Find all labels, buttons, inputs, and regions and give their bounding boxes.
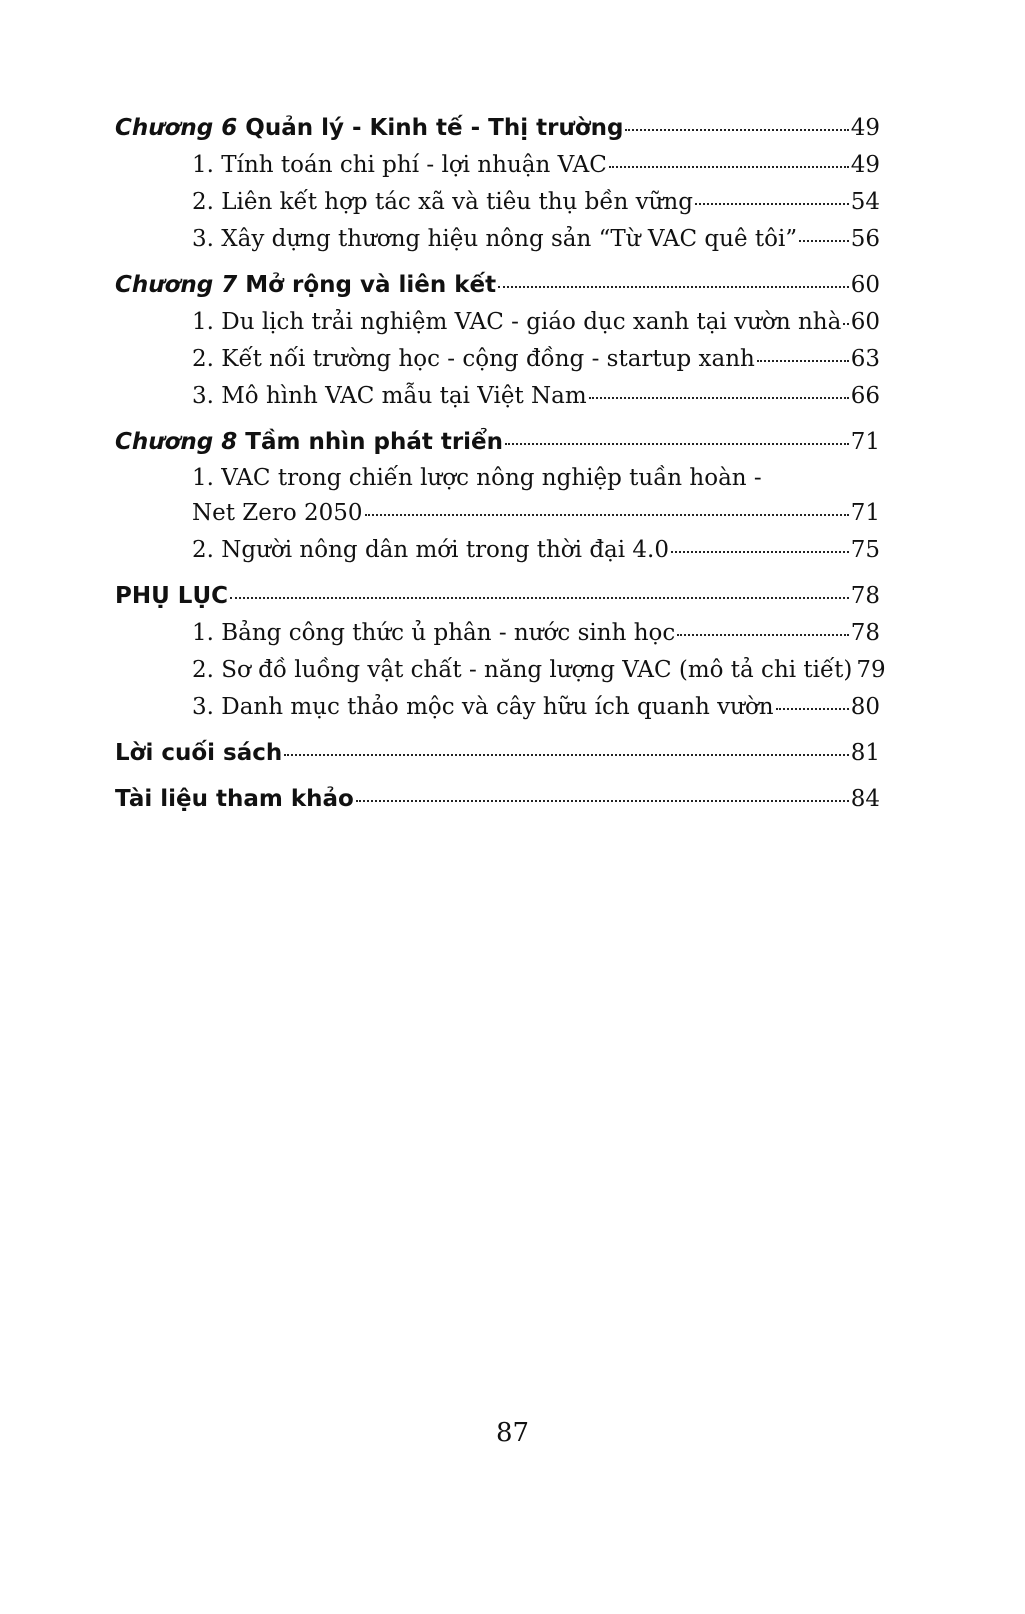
page-ref: 75 bbox=[850, 537, 880, 563]
toc-entry bbox=[115, 341, 880, 378]
page-ref: 49 bbox=[850, 152, 880, 178]
dot-leader bbox=[695, 203, 849, 205]
toc-heading-row bbox=[115, 578, 880, 615]
entry-title: 1. Tính toán chi phí - lợi nhuận VAC bbox=[192, 152, 607, 178]
dot-leader bbox=[365, 514, 849, 516]
toc-references bbox=[115, 781, 880, 818]
page-ref: 71 bbox=[850, 500, 880, 526]
toc-entry bbox=[115, 532, 880, 569]
chapter-title: Mở rộng và liên kết bbox=[245, 272, 497, 298]
toc-heading-row bbox=[115, 781, 880, 818]
table-of-contents bbox=[115, 110, 886, 827]
dot-leader bbox=[671, 551, 849, 553]
entry-title: 3. Mô hình VAC mẫu tại Việt Nam bbox=[192, 383, 587, 409]
toc-entry bbox=[115, 184, 880, 221]
toc-entry bbox=[115, 221, 880, 258]
toc-entry bbox=[115, 378, 880, 415]
toc-heading: Tài liệu tham khảo bbox=[115, 786, 354, 812]
page-ref: 84 bbox=[850, 786, 880, 812]
entry-title: 2. Kết nối trường học - cộng đồng - startup xanh bbox=[192, 346, 755, 372]
page-ref: 78 bbox=[850, 620, 880, 646]
chapter-label: Chương 7 bbox=[115, 272, 238, 298]
toc-heading-row bbox=[115, 110, 880, 147]
entry-title: 2. Sơ đồ luồng vật chất - năng lượng VAC (mô tả chi tiết) bbox=[192, 657, 853, 683]
toc-chapter-6 bbox=[115, 110, 880, 258]
entry-title: 2. Liên kết hợp tác xã và tiêu thụ bền vững bbox=[192, 189, 693, 215]
page-ref: 71 bbox=[850, 429, 880, 455]
page-ref: 66 bbox=[850, 383, 880, 409]
page-ref: 56 bbox=[850, 226, 880, 252]
toc-appendix bbox=[115, 578, 886, 726]
page-ref: 49 bbox=[850, 115, 880, 141]
dot-leader bbox=[677, 634, 848, 636]
toc-chapter-8 bbox=[115, 424, 880, 569]
page-ref: 80 bbox=[850, 694, 880, 720]
page-ref: 79 bbox=[856, 657, 886, 683]
dot-leader bbox=[589, 397, 849, 399]
toc-entry bbox=[115, 689, 880, 726]
chapter-label: Chương 6 bbox=[115, 115, 238, 141]
page-ref: 63 bbox=[850, 346, 880, 372]
entry-title: 2. Người nông dân mới trong thời đại 4.0 bbox=[192, 537, 670, 563]
page-ref: 54 bbox=[850, 189, 880, 215]
page-ref: 81 bbox=[850, 740, 880, 766]
dot-leader bbox=[609, 166, 849, 168]
toc-entry bbox=[115, 652, 886, 689]
toc-heading bbox=[115, 424, 503, 461]
page-ref: 60 bbox=[850, 309, 880, 335]
toc-heading-row bbox=[115, 735, 880, 772]
page-ref: 78 bbox=[850, 583, 880, 609]
toc-heading-row bbox=[115, 267, 880, 304]
chapter-title: Quản lý - Kinh tế - Thị trường bbox=[245, 115, 624, 141]
dot-leader bbox=[505, 443, 849, 445]
dot-leader bbox=[776, 708, 849, 710]
dot-leader bbox=[757, 360, 849, 362]
dot-leader bbox=[284, 754, 848, 756]
toc-chapter-7 bbox=[115, 267, 880, 415]
entry-title: 1. Bảng công thức ủ phân - nước sinh học bbox=[192, 620, 676, 646]
dot-leader bbox=[843, 323, 848, 325]
page-number: 87 bbox=[495, 1418, 530, 1448]
page-ref: 60 bbox=[850, 272, 880, 298]
toc-entry bbox=[115, 147, 880, 184]
toc-heading bbox=[115, 110, 623, 147]
dot-leader bbox=[356, 800, 849, 802]
entry-title: 1. Du lịch trải nghiệm VAC - giáo dục xanh tại vườn nhà bbox=[192, 309, 842, 335]
toc-heading: Lời cuối sách bbox=[115, 740, 283, 766]
entry-title-line-1: 1. VAC trong chiến lược nông nghiệp tuần hoàn - bbox=[192, 465, 762, 491]
dot-leader bbox=[799, 240, 849, 242]
toc-heading bbox=[115, 267, 496, 304]
toc-afterword bbox=[115, 735, 880, 772]
entry-title-line-2: Net Zero 2050 bbox=[192, 500, 363, 526]
toc-entry bbox=[115, 615, 880, 652]
dot-leader bbox=[498, 286, 849, 288]
toc-entry bbox=[115, 304, 880, 341]
dot-leader bbox=[230, 597, 849, 599]
chapter-title: Tầm nhìn phát triển bbox=[245, 429, 504, 455]
entry-title: 3. Xây dựng thương hiệu nông sản “Từ VAC quê tôi” bbox=[192, 226, 798, 252]
toc-heading-row bbox=[115, 424, 880, 461]
entry-title: 3. Danh mục thảo mộc và cây hữu ích quanh vườn bbox=[192, 694, 774, 720]
chapter-label: Chương 8 bbox=[115, 429, 238, 455]
dot-leader bbox=[625, 129, 848, 131]
toc-entry bbox=[115, 495, 880, 532]
toc-heading: PHỤ LỤC bbox=[115, 583, 229, 609]
